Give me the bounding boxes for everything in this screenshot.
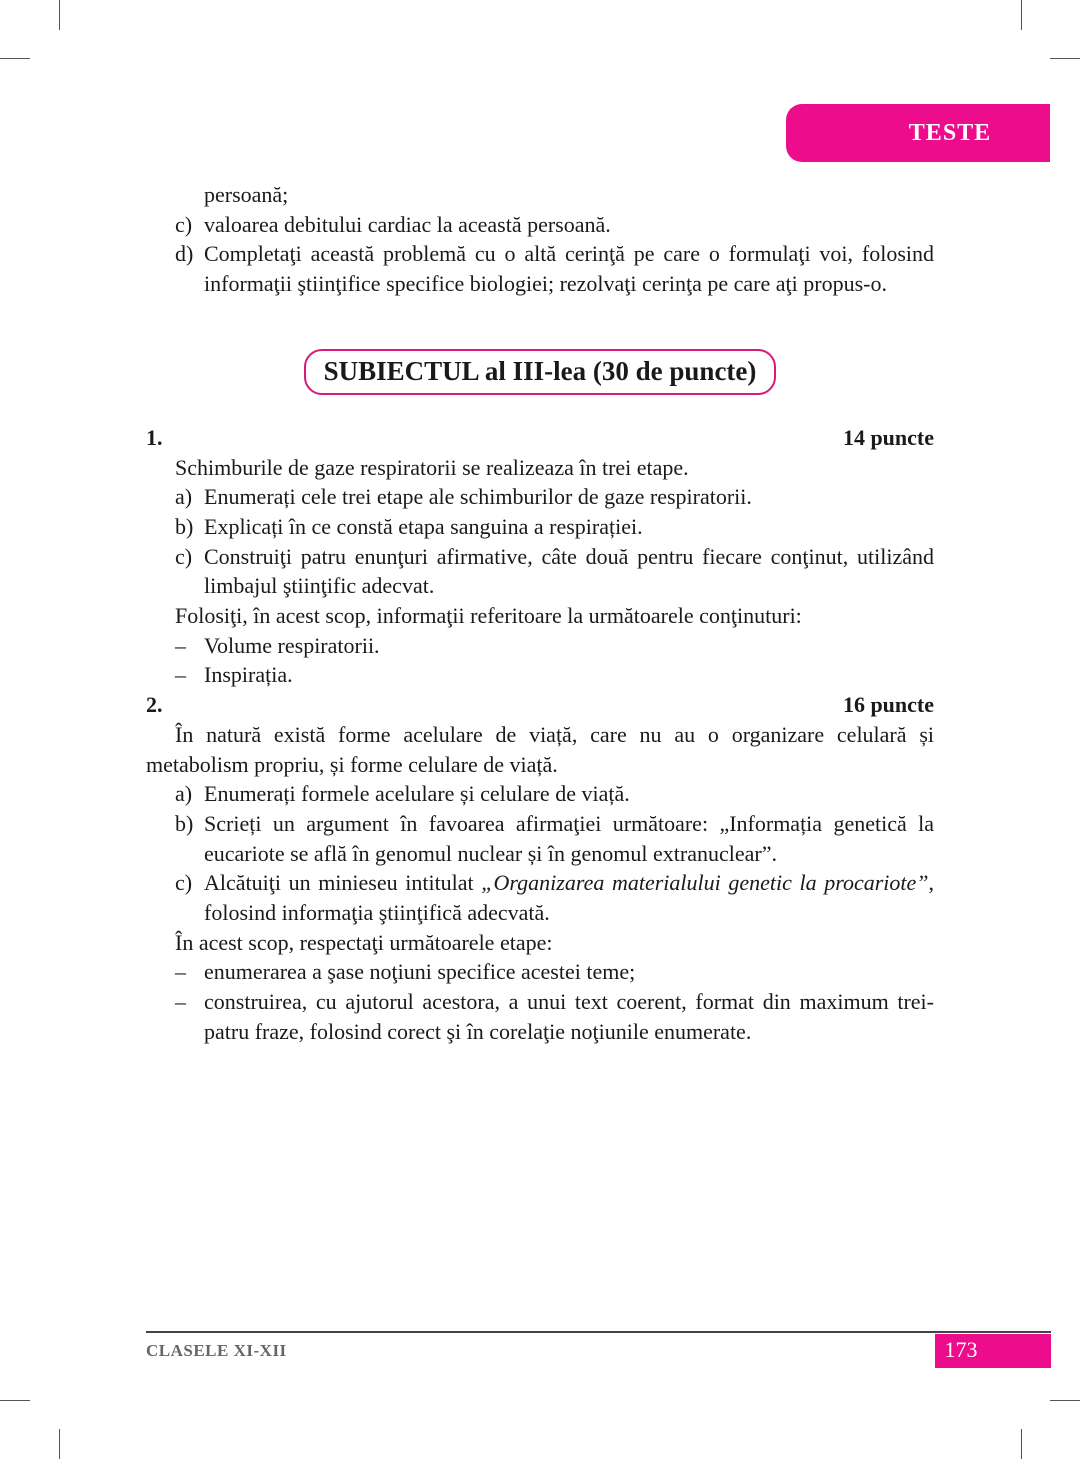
crop-mark [1050, 1400, 1080, 1401]
list-item [146, 239, 934, 298]
item-marker: b) [175, 513, 194, 539]
item-text-start: Alcătuiţi un minieseu intitulat [204, 870, 482, 896]
footer-label: CLASELE XI-XII [146, 1341, 287, 1360]
question-number: 2. [146, 692, 163, 718]
item-text: Explicați în ce constă etapa sanguina a respirației. [204, 513, 643, 539]
crop-mark [1050, 58, 1080, 59]
subject-heading-wrap [146, 349, 934, 395]
item-text: valoarea debitului cardiac la această persoană. [204, 211, 611, 237]
section-tab [786, 104, 1050, 162]
crop-mark [1021, 1429, 1022, 1459]
bullet-item [146, 957, 934, 987]
bullet-marker: – [175, 959, 186, 985]
item-text: Construiţi patru enunţuri afirmative, câte două pentru fiecare conţinut, utilizând limbajul ştiinţific adecvat. [204, 543, 934, 599]
bullet-text: construirea, cu ajutorul acestora, a unui text coerent, format din maximum trei-patru fraze, folosind corect şi în corelaţie noţiunile enumerate. [204, 989, 934, 1044]
continuation-line: persoană; [204, 182, 289, 207]
list-item [146, 512, 934, 542]
bullet-text: enumerarea a şase noţiuni specifice acestei teme; [204, 959, 636, 985]
item-marker: c) [175, 543, 193, 569]
minieseu-title: „Organizarea materialului genetic la procariote” [481, 870, 929, 896]
item-text: Enumerați cele trei etape ale schimburilor de gaze respiratorii. [204, 484, 752, 510]
list-item [146, 868, 934, 927]
list-item [146, 809, 934, 868]
bullet-item [146, 631, 934, 661]
item-marker: c) [175, 211, 193, 237]
question-intro: În natură există forme acelulare de viață, care nu au o organizare celulară și metabolism propriu, și forme celulare de viață. [146, 721, 934, 777]
list-item [146, 482, 934, 512]
question-note: În acest scop, respectaţi următoarele etape: [175, 929, 553, 955]
item-marker: d) [175, 241, 194, 267]
question-points: 16 puncte [842, 692, 934, 718]
page-number: 173 [944, 1337, 978, 1362]
question-number: 1. [146, 424, 163, 450]
bullet-marker: – [175, 662, 186, 688]
crop-mark [1021, 0, 1022, 30]
crop-mark [0, 58, 30, 59]
bullet-text: Inspirația. [204, 662, 293, 688]
crop-mark [59, 0, 60, 30]
question-2-header [146, 690, 934, 720]
question-points: 14 puncte [842, 424, 934, 450]
list-item [146, 542, 934, 601]
item-marker: c) [175, 870, 193, 896]
item-text: Scrieți un argument în favoarea afirmaţiei următoare: „Informația genetică la eucariote se află în genomul nuclear și în genomul extranuclear”. [204, 810, 934, 866]
bullet-marker: – [175, 632, 186, 658]
page-number-box [935, 1334, 1051, 1368]
item-text-end: , folosind informaţia ştiinţifică adecvată. [204, 870, 934, 926]
list-item [146, 779, 934, 809]
bullet-text: Volume respiratorii. [204, 632, 380, 658]
section-tab-label: TESTE [908, 120, 992, 146]
crop-mark [59, 1429, 60, 1459]
item-marker: a) [175, 781, 193, 807]
question-1-header [146, 423, 934, 453]
list-item [146, 210, 934, 240]
crop-mark [0, 1400, 30, 1401]
subject-heading: SUBIECTUL al III-lea (30 de puncte) [304, 349, 777, 395]
item-marker: b) [175, 810, 194, 836]
item-text: Completaţi această problemă cu o altă cerinţă pe care o formulaţi voi, folosind informaţii ştiinţifice specifice biologiei; rezolvaţi cerinţa pe care aţi propus-o. [204, 241, 934, 297]
bullet-marker: – [175, 989, 186, 1015]
item-marker: a) [175, 484, 193, 510]
item-text: Enumerați formele acelulare și celulare de viață. [204, 781, 630, 807]
bullet-item [146, 660, 934, 690]
page-content [146, 180, 934, 1047]
question-note: Folosiţi, în acest scop, informaţii referitoare la următoarele conţinuturi: [175, 603, 802, 629]
question-intro: Schimburile de gaze respiratorii se realizeaza în trei etape. [175, 454, 689, 480]
footer-rule [146, 1331, 1051, 1333]
bullet-item [146, 987, 934, 1046]
